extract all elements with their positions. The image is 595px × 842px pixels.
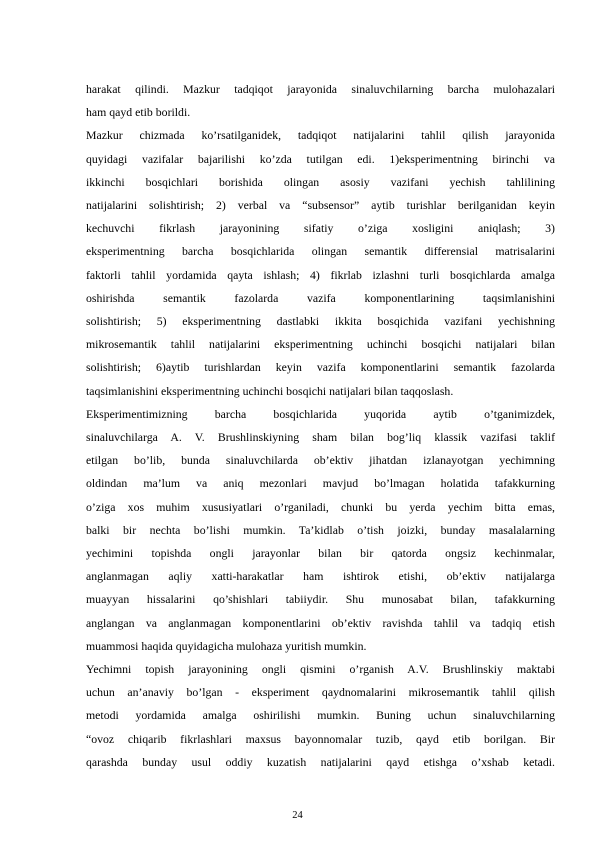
document-page (86, 78, 555, 774)
text-line: muammosi haqida quyidagicha mulohaza yuritish mumkin. (86, 638, 367, 653)
text-line: metodi yordamida amalga oshirilishi mumkin. Buning uchun sinaluvchilarning (86, 708, 555, 723)
text-line: ikkinchi bosqichlari borishida olingan asosiy vazifani yechish tahlilining (86, 174, 555, 189)
text-line: o’ziga xos muhim xususiyatlari o’rganiladi, chunki bu yerda yechim bitta emas, (86, 499, 555, 514)
text-line: qarashda bunday usul oddiy kuzatish natijalarini qayd etishga o’xshab ketadi. (86, 754, 555, 769)
document-body (86, 78, 555, 774)
text-line: anglangan va anglanmagan komponentlarini ob’ektiv ravishda tahlil va tadqiq etish (86, 615, 555, 630)
text-line: natijalarini solishtirish; 2) verbal va “subsensor” aytib turishlar berilganidan keyin (86, 198, 555, 213)
text-line: sinaluvchilarga A. V. Brushlinskiyning sham bilan bog’liq klassik vazifasi taklif (86, 430, 555, 445)
text-line: kechuvchi fikrlash jarayonining sifatiy o’ziga xosligini aniqlash; 3) (86, 221, 555, 236)
text-line: yechimini topishda ongli jarayonlar bilan bir qatorda ongsiz kechinmalar, (86, 546, 555, 561)
text-line: oshirishda semantik fazolarda vazifa komponentlarining taqsimlanishini (86, 290, 555, 305)
text-line: balki bir nechta bo’lishi mumkin. Ta’kidlab o’tish joizki, bunday masalalarning (86, 522, 555, 537)
text-line: Yechimni topish jarayonining ongli qismini o’rganish A.V. Brushlinskiy maktabi (86, 662, 555, 677)
text-line: quyidagi vazifalar bajarilishi ko’zda tutilgan edi. 1)eksperimentning birinchi va (86, 151, 555, 166)
text-line: faktorli tahlil yordamida qayta ishlash; 4) fikrlab izlashni turli bosqichlarda amalga (86, 267, 555, 282)
text-line: uchun an’anaviy bo’lgan - eksperiment qaydnomalarini mikrosemantik tahlil qilish (86, 685, 555, 700)
text-line: taqsimlanishini eksperimentning uchinchi bosqichi natijalari bilan taqqoslash. (86, 383, 454, 398)
text-line: Mazkur chizmada ko’rsatilganidek, tadqiqot natijalarini tahlil qilish jarayonida (86, 128, 555, 143)
text-line: muayyan hissalarini qo’shishlari tabiiydir. Shu munosabat bilan, tafakkurning (86, 592, 555, 607)
text-line: oldindan ma’lum va aniq mezonlari mavjud bo’lmagan holatida tafakkurning (86, 476, 555, 491)
page-number: 24 (292, 810, 303, 821)
text-line: harakat qilindi. Mazkur tadqiqot jarayonida sinaluvchilarning barcha mulohazalari (86, 82, 555, 96)
text-line: eksperimentning barcha bosqichlarida olingan semantik differensial matrisalarini (86, 244, 555, 259)
text-line: “ovoz chiqarib fikrlashlari maxsus bayonnomalar tuzib, qayd etib borilgan. Bir (86, 731, 555, 746)
text-line: anglanmagan aqliy xatti-harakatlar ham ishtirok etishi, ob’ektiv natijalarga (86, 569, 555, 584)
text-line: Eksperimentimizning barcha bosqichlarida yuqorida aytib o’tganimizdek, (86, 406, 555, 421)
text-line: ham qayd etib borildi. (86, 105, 191, 120)
text-line: solishtirish; 5) eksperimentning dastlabki ikkita bosqichida vazifani yechishning (86, 314, 555, 329)
text-line: mikrosemantik tahlil natijalarini eksperimentning uchinchi bosqichi natijalari bilan (86, 337, 555, 352)
text-line: solishtirish; 6)aytib turishlardan keyin vazifa komponentlarini semantik fazolarda (86, 360, 555, 375)
text-line: etilgan bo’lib, bunda sinaluvchilarda ob’ektiv jihatdan izlanayotgan yechimning (86, 453, 555, 468)
